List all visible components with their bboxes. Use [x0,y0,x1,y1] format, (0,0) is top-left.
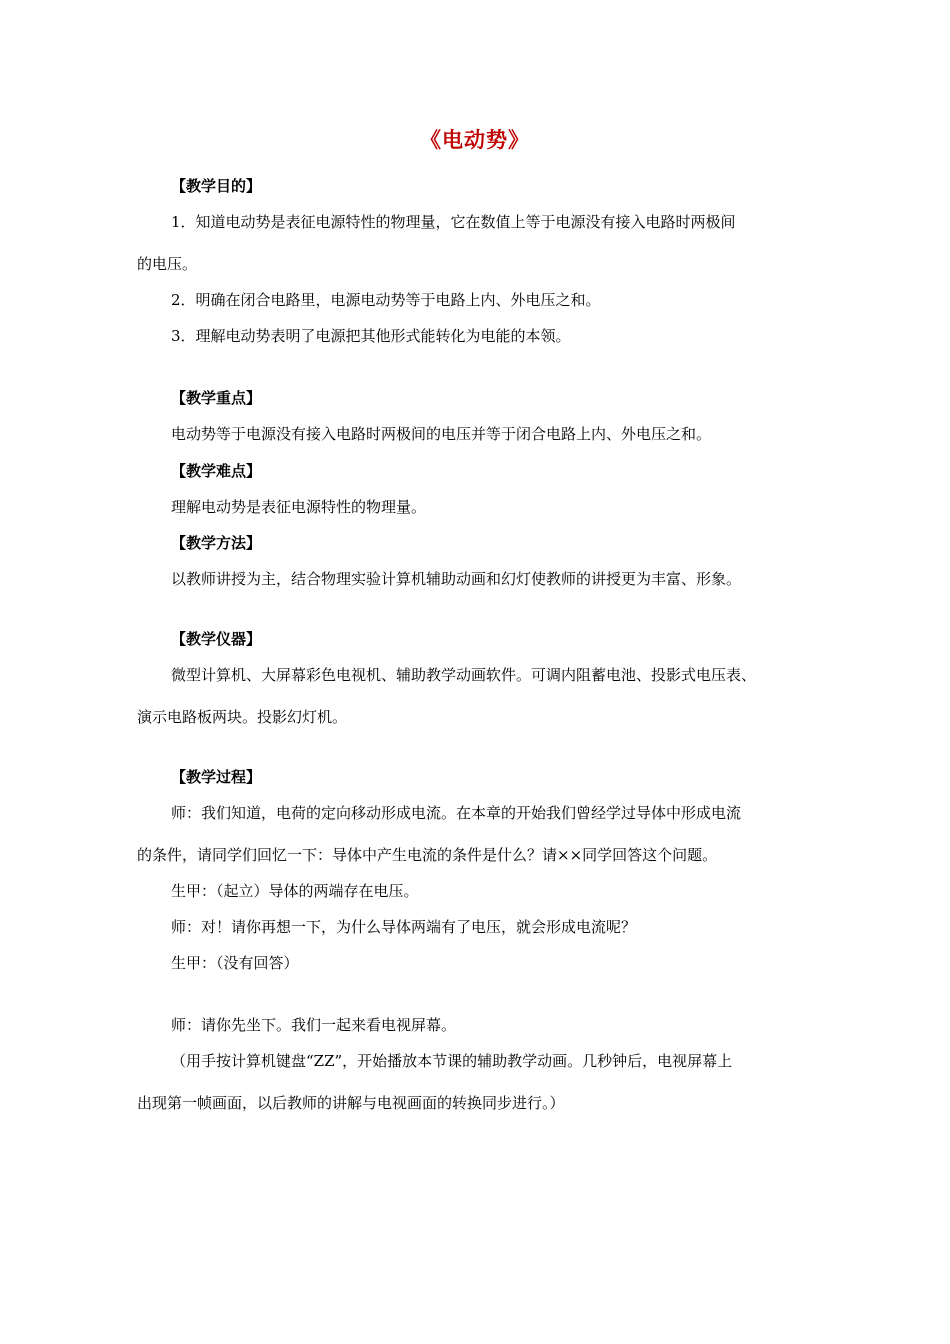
instruments-heading: 【教学仪器】 [171,630,262,648]
objective-item-3: 3．理解电动势表明了电源把其他形式能转化为电能的本领。 [171,327,571,345]
difficulties-text: 理解电动势是表征电源特性的物理量。 [171,498,427,516]
process-paragraph-2: 生甲：（起立）导体的两端存在电压。 [171,882,419,900]
methods-text: 以教师讲授为主，结合物理实验计算机辅助动画和幻灯使教师的讲授更为丰富、形象。 [171,570,742,588]
key-points-text: 电动势等于电源没有接入电路时两极间的电压并等于闭合电路上内、外电压之和。 [171,425,712,443]
instruments-line-1: 微型计算机、大屏幕彩色电视机、辅助教学动画软件。可调内阻蓄电池、投影式电压表、 [171,666,757,684]
methods-heading: 【教学方法】 [171,534,262,552]
process-paragraph-1-line-2: 的条件，请同学们回忆一下：导体中产生电流的条件是什么？请××同学回答这个问题。 [137,846,718,864]
process-paragraph-3: 师：对！请你再想一下，为什么导体两端有了电压，就会形成电流呢？ [171,918,637,936]
process-paragraph-6-line-1: （用手按计算机键盘“ZZ”，开始播放本节课的辅助教学动画。几秒钟后，电视屏幕上 [171,1052,733,1070]
process-paragraph-6-line-2: 出现第一帧画面，以后教师的讲解与电视画面的转换同步进行。） [137,1094,565,1112]
process-paragraph-1-line-1: 师：我们知道，电荷的定向移动形成电流。在本章的开始我们曾经学过导体中形成电流 [171,804,742,822]
objective-item-2: 2．明确在闭合电路里，电源电动势等于电路上内、外电压之和。 [171,291,601,309]
process-heading: 【教学过程】 [171,768,262,786]
difficulties-heading: 【教学难点】 [171,462,262,480]
document-title: 《电动势》 [420,128,530,152]
process-paragraph-4: 生甲：（没有回答） [171,954,299,972]
key-points-heading: 【教学重点】 [171,389,262,407]
objective-item-1-line-1: 1．知道电动势是表征电源特性的物理量，它在数值上等于电源没有接入电路时两极间 [171,213,736,231]
objective-item-1-line-2: 的电压。 [137,255,198,273]
process-paragraph-5: 师：请你先坐下。我们一起来看电视屏幕。 [171,1016,457,1034]
instruments-line-2: 演示电路板两块。投影幻灯机。 [137,708,348,726]
objectives-heading: 【教学目的】 [171,177,262,195]
